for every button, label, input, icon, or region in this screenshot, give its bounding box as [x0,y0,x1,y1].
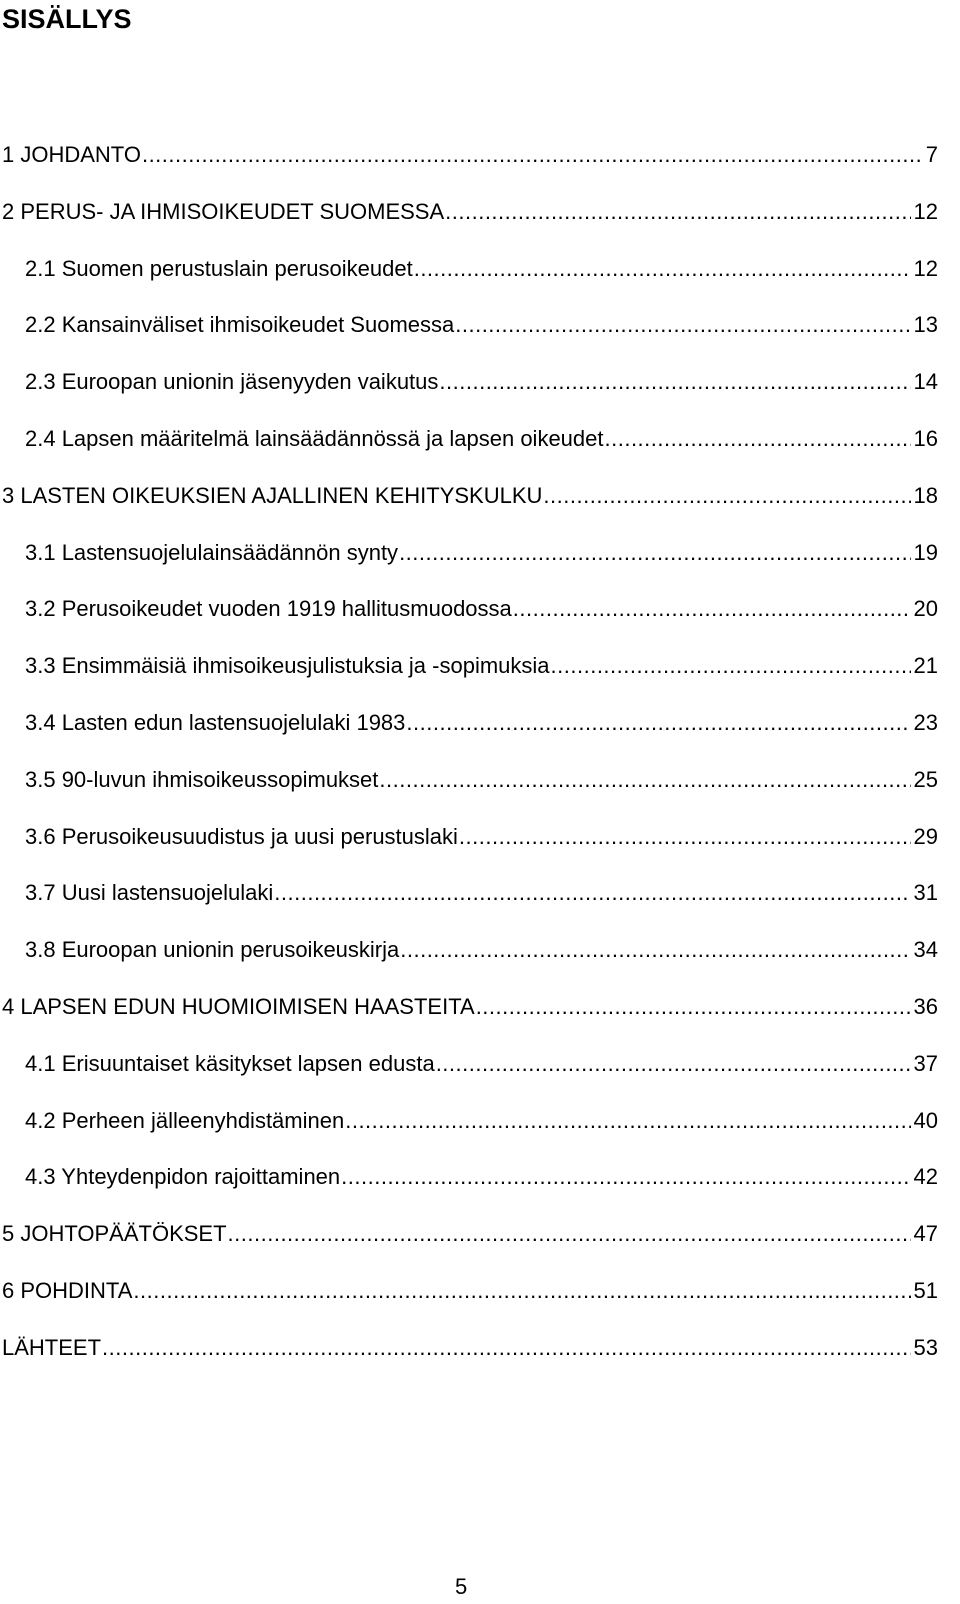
toc-leader-dots [551,651,911,681]
toc-entry-page: 42 [913,1164,938,1189]
toc-leader-dots [459,822,911,852]
toc-leader-dots [406,708,910,738]
toc-leader-dots [345,1106,910,1136]
toc-entry-page: 13 [913,312,938,337]
toc-entry-page: 31 [913,880,938,905]
toc-entry[interactable] [25,935,938,965]
toc-entry[interactable] [25,1049,938,1079]
toc-entry-page: 25 [913,767,938,792]
toc-leader-dots [400,935,910,965]
toc-entry-page: 51 [913,1278,938,1303]
toc-entry[interactable] [25,594,938,624]
toc-entry[interactable] [25,424,938,454]
toc-entry-page: 16 [913,426,938,451]
toc-entry-page: 20 [913,596,938,621]
toc-entry-label: 5 JOHTOPÄÄTÖKSET [2,1221,227,1246]
toc-entry-page: 7 [925,142,938,167]
toc-entry[interactable] [25,1106,938,1136]
toc-entry-page: 36 [913,994,938,1019]
toc-entry[interactable] [25,538,938,568]
toc-entry[interactable] [25,708,938,738]
toc-entry-page: 18 [913,483,938,508]
toc-entry[interactable] [25,254,938,284]
toc-leader-dots [436,1049,911,1079]
toc-leader-dots [142,140,923,170]
toc-entry-label: 2.2 Kansainväliset ihmisoikeudet Suomessa [25,312,455,337]
page-title: SISÄLLYS [2,4,132,34]
toc-leader-dots [341,1162,910,1192]
toc-entry[interactable] [2,481,938,511]
toc-leader-dots [274,878,910,908]
toc-entry-page: 29 [913,824,938,849]
toc-entry-label: 2.4 Lapsen määritelmä lainsäädännössä ja lapsen oikeudet [25,426,604,451]
page-number: 5 [455,1574,468,1599]
toc-entry-label: 3.1 Lastensuojelulainsäädännön synty [25,540,399,565]
toc-entry[interactable] [2,1219,938,1249]
toc-entry[interactable] [25,310,938,340]
toc-entry-page: 19 [913,540,938,565]
toc-entry-label: 3.3 Ensimmäisiä ihmisoikeusjulistuksia ja -sopimuksia [25,653,550,678]
toc-entry[interactable] [2,140,938,170]
toc-leader-dots [102,1333,910,1363]
toc-entry-page: 34 [913,937,938,962]
toc-leader-dots [379,765,910,795]
toc-entry[interactable] [2,992,938,1022]
toc-leader-dots [476,992,911,1022]
toc-entry-page: 23 [913,710,938,735]
toc-leader-dots [455,310,910,340]
toc-leader-dots [513,594,911,624]
toc-entry-page: 40 [913,1108,938,1133]
toc-entry[interactable] [25,822,938,852]
toc-entry-page: 37 [913,1051,938,1076]
toc-leader-dots [414,254,911,284]
toc-entry-label: 4.1 Erisuuntaiset käsitykset lapsen edusta [25,1051,435,1076]
toc-entry-label: 2.3 Euroopan unionin jäsenyyden vaikutus [25,369,439,394]
toc-entry[interactable] [25,651,938,681]
toc-entry-label: 4 LAPSEN EDUN HUOMIOIMISEN HAASTEITA [2,994,475,1019]
toc-leader-dots [439,367,910,397]
toc-entry-label: LÄHTEET [2,1335,102,1360]
toc-entry-label: 2.1 Suomen perustuslain perusoikeudet [25,256,413,281]
toc-entry[interactable] [25,367,938,397]
toc-entry-page: 12 [913,199,938,224]
toc-leader-dots [399,538,910,568]
toc-entry-label: 3.8 Euroopan unionin perusoikeuskirja [25,937,400,962]
toc-entry[interactable] [25,878,938,908]
toc-leader-dots [133,1276,910,1306]
toc-entry-label: 3.4 Lasten edun lastensuojelulaki 1983 [25,710,406,735]
toc-entry-page: 53 [913,1335,938,1360]
toc-entry[interactable] [2,1276,938,1306]
toc-leader-dots [605,424,911,454]
toc-entry-label: 3.7 Uusi lastensuojelulaki [25,880,274,905]
toc-entry-label: 2 PERUS- JA IHMISOIKEUDET SUOMESSA [2,199,445,224]
toc-entry[interactable] [2,197,938,227]
toc-entry-label: 3 LASTEN OIKEUKSIEN AJALLINEN KEHITYSKULKU [2,483,543,508]
toc-entry-label: 3.5 90-luvun ihmisoikeussopimukset [25,767,379,792]
toc-entry-label: 3.6 Perusoikeusuudistus ja uusi perustuslaki [25,824,458,849]
toc-entry-label: 4.3 Yhteydenpidon rajoittaminen [25,1164,341,1189]
toc-leader-dots [228,1219,911,1249]
toc-entry-label: 3.2 Perusoikeudet vuoden 1919 hallitusmuodossa [25,596,512,621]
toc-entry[interactable] [2,1333,938,1363]
toc-entry[interactable] [25,765,938,795]
toc-entry-page: 21 [913,653,938,678]
toc-entry-label: 6 POHDINTA [2,1278,133,1303]
toc-entry-page: 47 [913,1221,938,1246]
toc-leader-dots [543,481,910,511]
toc-entry-page: 12 [913,256,938,281]
toc-entry-label: 4.2 Perheen jälleenyhdistäminen [25,1108,345,1133]
toc-leader-dots [445,197,910,227]
toc-entry[interactable] [25,1162,938,1192]
toc-entry-page: 14 [913,369,938,394]
toc-entry-label: 1 JOHDANTO [2,142,141,167]
